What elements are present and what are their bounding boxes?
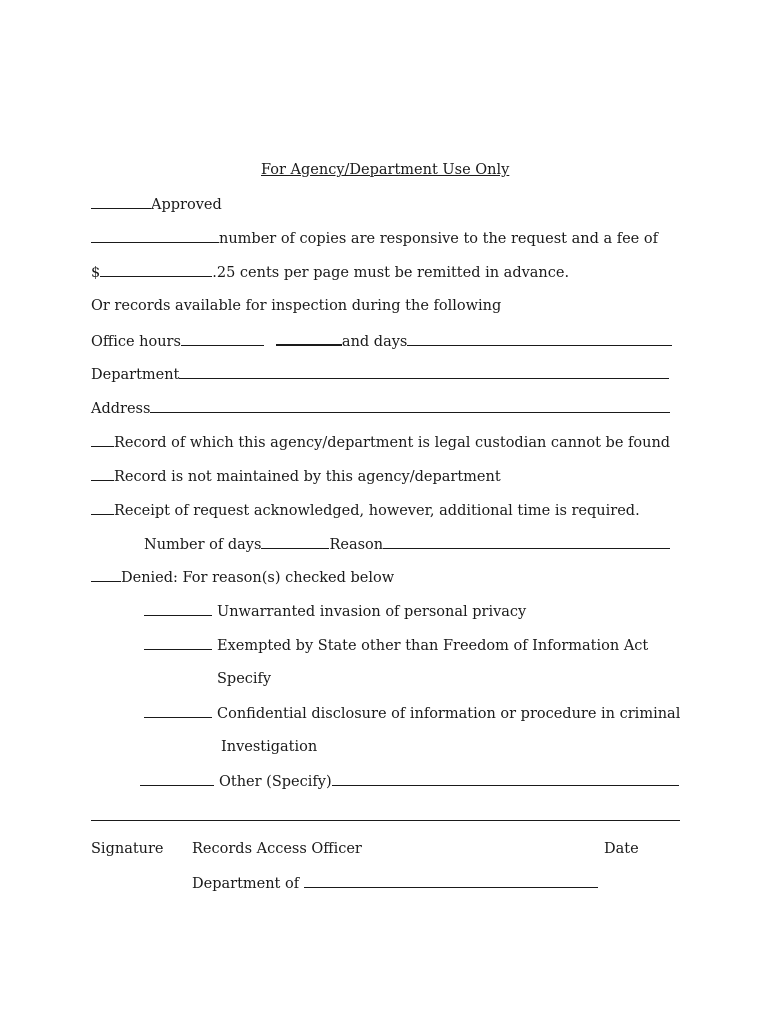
dollar-sign: $ [91,265,101,281]
approved-label: Approved [151,197,222,213]
approved-blank[interactable] [91,194,151,209]
department-row [91,364,669,384]
not-found-label: Record of which this agency/department is legal custodian cannot be found [114,435,671,451]
office-hours-label: Office hours [91,334,181,350]
approved-row [91,194,222,214]
number-of-days-blank[interactable] [261,534,329,549]
inspection-label: Or records available for inspection during the following [91,298,502,314]
exempted-row [144,635,648,655]
signature-label: Signature [91,841,164,857]
receipt-label: Receipt of request acknowledged, however, additional time is required. [114,503,640,519]
date-label: Date [604,841,639,857]
fee-row [91,262,569,282]
number-of-days-label: Number of days [144,537,262,553]
not-maintained-row [91,466,501,486]
confidential-row [144,703,680,723]
department-of-label: Department of [192,876,300,892]
other-label: Other (Specify) [219,774,332,790]
form-title: For Agency/Department Use Only [261,162,510,178]
receipt-row [91,500,640,520]
department-blank[interactable] [179,364,669,379]
department-label: Department [91,367,180,383]
exempted-checkbox[interactable] [144,635,212,650]
reason-label: Reason [329,537,384,553]
office-hours-blank-2[interactable] [276,330,342,346]
privacy-row [144,601,526,621]
address-label: Address [91,401,151,417]
fee-blank[interactable] [100,262,212,277]
other-row [140,771,679,791]
signature-line[interactable] [91,820,680,821]
investigation-label: Investigation [221,739,318,755]
days-blank[interactable] [407,331,672,346]
specify-label: Specify [217,671,272,687]
department-of-row [192,873,598,893]
privacy-checkbox[interactable] [144,601,212,616]
denied-checkbox[interactable] [91,567,121,582]
fee-label: .25 cents per page must be remitted in advance. [212,265,570,281]
address-blank[interactable] [150,398,670,413]
copies-blank[interactable] [91,228,219,243]
denied-label: Denied: For reason(s) checked below [121,570,395,586]
denied-row [91,567,394,587]
exempted-label: Exempted by State other than Freedom of Information Act [217,638,649,654]
office-hours-blank[interactable] [181,331,264,346]
other-checkbox[interactable] [140,771,214,786]
copies-label: number of copies are responsive to the request and a fee of [219,231,658,247]
receipt-checkbox[interactable] [91,500,114,515]
not-found-row [91,432,670,452]
address-row [91,398,670,418]
department-of-blank[interactable] [304,873,598,888]
other-specify-blank[interactable] [332,771,679,786]
copies-row [91,228,658,248]
confidential-label: Confidential disclosure of information or procedure in criminal [217,706,681,722]
privacy-label: Unwarranted invasion of personal privacy [217,604,527,620]
officer-label: Records Access Officer [192,841,362,857]
not-maintained-label: Record is not maintained by this agency/department [114,469,501,485]
and-days-label: and days [341,334,408,350]
reason-blank[interactable] [383,534,670,549]
days-reason-row [144,534,670,554]
not-found-checkbox[interactable] [91,432,114,447]
not-maintained-checkbox[interactable] [91,466,114,481]
office-hours-row [91,330,672,350]
confidential-checkbox[interactable] [144,703,212,718]
